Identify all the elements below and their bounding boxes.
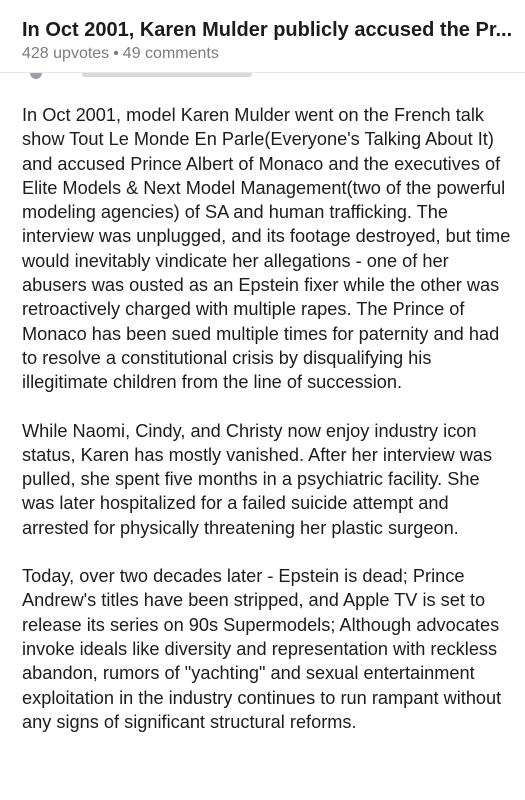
author-line-clipped: [82, 73, 252, 77]
post-title[interactable]: In Oct 2001, Karen Mulder publicly accused the Pr...: [22, 19, 512, 41]
avatar: [30, 73, 42, 79]
comment-count[interactable]: 49 comments: [122, 45, 219, 62]
post-meta: [22, 44, 219, 64]
body-paragraph-1: In Oct 2001, model Karen Mulder went on the French talk show Tout Le Monde En Parle(Everyone's Talking About It) and accused Prince Albert of Monaco and the executives of Elite Models & Next Model Management(two of the powerful modeling agencies) of SA and human trafficking. The interview was unplugged, and its footage destroyed, but time would inevitably vindicate her allegations - one of her abusers was ousted as an Epstein fixer while the other was retroactively charged with multiple rapes. The Prince of Monaco has been sued multiple times for paternity and had to resolve a constitutional crisis by disqualifying his illegitimate children from the line of succession.: [22, 105, 511, 393]
body-paragraph-2: While Naomi, Cindy, and Christy now enjoy industry icon status, Karen has mostly vanished. After her interview was pulled, she spent five months in a psychiatric facility. She was later hospitalized for a failed suicide attempt and arrested for physically threatening her plastic surgeon.: [22, 420, 493, 538]
body-paragraph-3: Today, over two decades later - Epstein is dead; Prince Andrew's titles have been stripped, and Apple TV is set to release its series on 90s Supermodels; Although advocates invoke ideals like diversity and representation with reckless abandon, rumors of "yachting" and sexual entertainment exploitation in the industry continues to run rampant without any signs of significant structural reforms.: [22, 566, 502, 732]
upvote-count: 428 upvotes: [22, 45, 110, 62]
post-header: [0, 0, 525, 72]
clipped-author-row: [22, 73, 252, 81]
meta-separator: •: [113, 45, 119, 62]
post-body: [22, 103, 512, 758]
